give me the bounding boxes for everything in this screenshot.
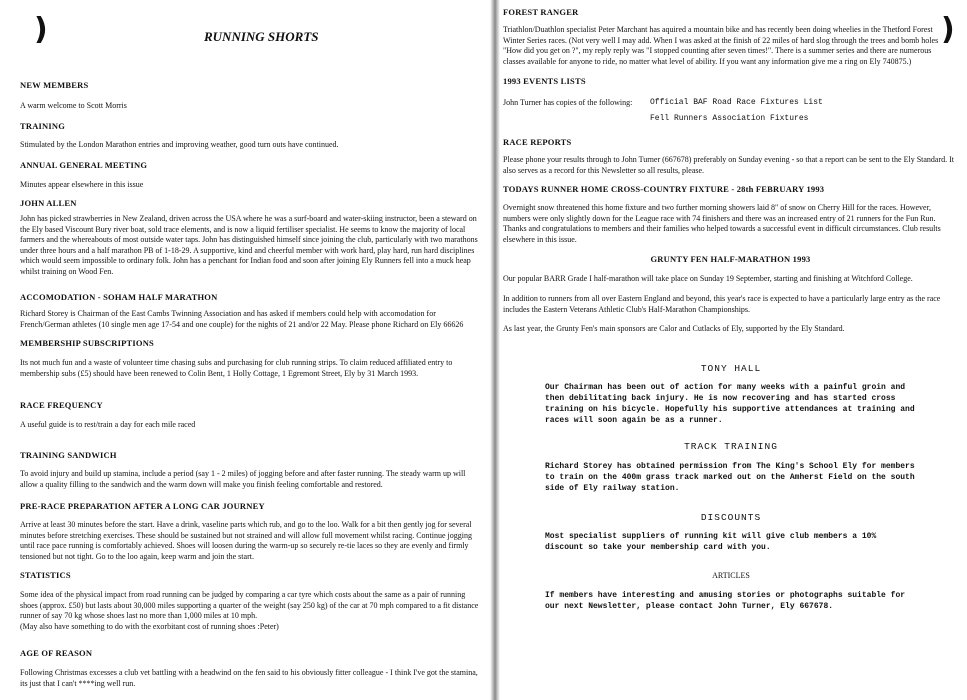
events-item-fell: Fell Runners Association Fixtures: [650, 114, 809, 123]
text-race-frequency: A useful guide is to rest/train a day for each mile raced: [20, 420, 196, 429]
text-discounts: Most specialist suppliers of running kit will give club members a 10% discount so take your membership card with you.: [545, 532, 877, 552]
heading-agm: ANNUAL GENERAL MEETING: [20, 160, 148, 170]
heading-forest-ranger: FOREST RANGER: [503, 7, 579, 17]
text-grunty-p3: As last year, the Grunty Fen's main sponsors are Calor and Cutlacks of Ely, supported by the Ely Standard.: [503, 324, 845, 333]
heading-events-lists: 1993 EVENTS LISTS: [503, 76, 586, 86]
heading-pre-race: PRE-RACE PREPARATION AFTER A LONG CAR JOURNEY: [20, 501, 265, 511]
heading-discounts: DISCOUNTS: [700, 512, 762, 523]
text-events-intro: John Turner has copies of the following:: [503, 98, 633, 107]
heading-todays-fixture: TODAYS RUNNER HOME CROSS-COUNTRY FIXTURE - 28th FEBRUARY 1993: [503, 184, 825, 194]
heading-race-reports: RACE REPORTS: [503, 137, 572, 147]
events-item-baf: Official BAF Road Race Fixtures List: [650, 98, 823, 107]
newsletter-title: RUNNING SHORTS: [204, 29, 319, 44]
heading-training: TRAINING: [20, 121, 66, 131]
text-statistics: Some idea of the physical impact from road running can be judged by comparing a car tyre which costs about the same as a pair of running shoes (approx. £50) but lasts about 30,000 miles supporting a quarter of the weight (say 250 kg) of the car at 70 mph compared to a fit distance runner of say 70 kg whose shoes last no more than 1,000 miles at 10 mph.: [20, 590, 479, 620]
text-statistics-note: (May also have something to do with the exorbitant cost of running shoes :Peter): [20, 622, 279, 631]
text-grunty-p2: In addition to runners from all over Eastern England and beyond, this year's race is expected to have a particularly large entry as the race includes the Eastern Veterans Athletic Club's Half-Marathon Championships.: [503, 294, 941, 314]
text-tony-hall: Our Chairman has been out of action for many weeks with a painful groin and then debilitating back injury. He is now recovering and has started cross training on his bicycle. Hopefully his supportive attendances at training and races will soon again be as a runner.: [545, 383, 915, 425]
heading-new-members: NEW MEMBERS: [20, 80, 89, 90]
text-grunty-p1: Our popular BARR Grade I half-marathon will take place on Sunday 19 September, starting and finishing at Witchford College.: [503, 274, 913, 283]
heading-articles: ARTICLES: [712, 571, 750, 580]
text-todays-fixture: Overnight snow threatened this home fixture and two further morning showers laid 8" of snow on Cherry Hill for the races. However, numbers were only slightly down for the League race with 74 finishers and there was an increased entry of 21 runners for the Fun Run. Thanks and congratulations to members and their families who helped towards a successful event in difficult circumstances. Club results elsewhere in this issue.: [503, 203, 941, 244]
text-forest-ranger: Triathlon/Duathlon specialist Peter Marchant has aquired a mountain bike and has recently been doing wheelies in the Thetford Forest Winter Series races. (Not very well I may add. When I was asked at the finish of 22 miles of hard slog through the trees and bomb holes "How did you get on ?", my reply reply was "I stopped counting after seven times!". There is a summer series and there are numerous classes available for anyone to ride, no matter what level of ability. If you want any information give me a ring on Ely 740875.): [503, 25, 939, 66]
text-articles: If members have interesting and amusing stories or photographs suitable for our next Newsletter, please contact John Turner, Ely 667678.: [545, 591, 906, 611]
heading-track-training: TRACK TRAINING: [684, 441, 778, 452]
text-new-members: A warm welcome to Scott Morris: [20, 101, 127, 110]
text-accomodation: Richard Storey is Chairman of the East Cambs Twinning Association and has asked if members could help with accomodation for French/German athletes (10 single men age 17-54 and one couple) for the nights of 21 and/or 22 May. Please phone Richard on Ely 66626: [20, 309, 464, 329]
heading-sandwich: TRAINING SANDWICH: [20, 450, 117, 460]
text-pre-race: Arrive at least 30 minutes before the start. Have a drink, vaseline parts which rub, and go to the loo. Walk for a bit then gently jog for several minutes before stretching exercises. These should be sustained but not strained and will allow full movement whilst racing. Continue jogging until race pace running is comfortably achieved. Shoes will loosen during the warm-up so securely re-tie laces so they are evenly and firmly tensioned but not tight. Go to the loo again, keep warm and join the start.: [20, 520, 472, 561]
heading-john-allen: JOHN ALLEN: [20, 198, 77, 208]
right-page: [495, 0, 967, 700]
page-brace-left-icon: ): [34, 12, 48, 47]
text-sandwich: To avoid injury and build up stamina, include a period (say 1 - 2 miles) of jogging before and after faster running. The steady warm up will allow a quality filling to the sandwich and the warm down will make you finish feeling comfortable and restored.: [20, 469, 466, 489]
text-track-training: Richard Storey has obtained permission from The King's School Ely for members to train on the 400m grass track marked out on the Amherst Field on the south side of Ely railway station.: [545, 462, 915, 493]
page-brace-right-icon: ): [941, 12, 955, 47]
text-age-of-reason: Following Christmas excesses a club vet battling with a headwind on the fen said to his obviously fitter colleague - I think I've got the stamina, its just that I can't ****ing well run.: [20, 668, 478, 688]
text-training: Stimulated by the London Marathon entries and improving weather, good turn outs have continued.: [20, 140, 339, 149]
heading-age-of-reason: AGE OF REASON: [20, 648, 93, 658]
heading-statistics: STATISTICS: [20, 570, 71, 580]
heading-accomodation: ACCOMODATION - SOHAM HALF MARATHON: [20, 292, 218, 302]
heading-grunty-fen: GRUNTY FEN HALF-MARATHON 1993: [650, 254, 811, 264]
text-subscriptions: Its not much fun and a waste of volunteer time chasing subs and purchasing for club running strips. To claim reduced affiliated entry to membership subs (£5) should have been renewed to Colin Bent, 1 Holly Cottage, 1 Egremont Street, Ely by 31 March 1993.: [20, 358, 453, 378]
heading-tony-hall: TONY HALL: [700, 363, 762, 374]
text-john-allen: John has picked strawberries in New Zealand, driven across the USA where he was a surf-board and water-skiing instructor, been a steward on the Ely based Viscount Bury river boat, sold trace elements, and is now a liquid fertiliser specialist. He seems to know the majority of local farmers and the whereabouts of most outside water taps. John has distinguished himself since joining the club, particularly with two marathons under three hours and a half marathon PB of 1-18-29. A supportive, kind and cheerful member with work hard, play hard, run hard disciplines which would seem impossible to ordinary folk. John has a penchant for Indian food and soon after joining Ely Runners fell into a muck heap whilst training on Wood Fen.: [20, 214, 478, 276]
text-agm: Minutes appear elsewhere in this issue: [20, 180, 144, 189]
text-race-reports: Please phone your results through to John Turner (667678) preferably on Sunday evening - so that a report can be sent to the Ely Standard. It also serves as a record for this Newsletter so all results, please.: [503, 155, 955, 175]
heading-subscriptions: MEMBERSHIP SUBSCRIPTIONS: [20, 338, 154, 348]
heading-race-frequency: RACE FREQUENCY: [20, 400, 103, 410]
